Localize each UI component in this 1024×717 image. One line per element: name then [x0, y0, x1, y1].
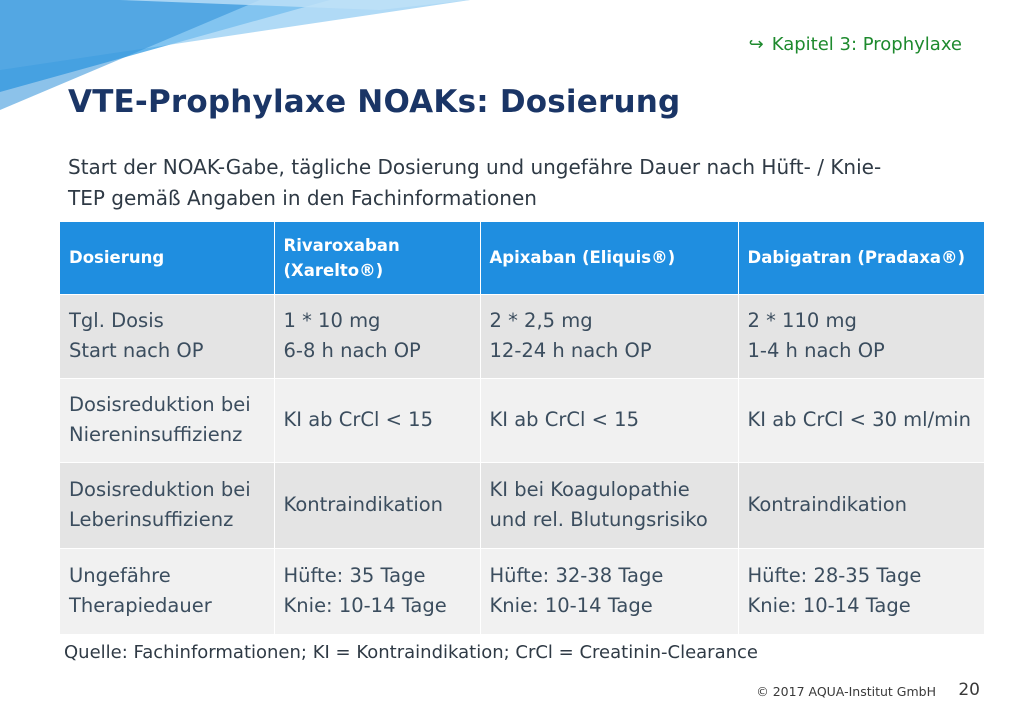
copyright: © 2017 AQUA-Institut GmbH	[756, 684, 936, 699]
cell-line: 1 * 10 mg	[283, 309, 381, 332]
cell-line: KI ab CrCl < 15	[283, 408, 433, 431]
header-line: Rivaroxaban	[283, 235, 400, 255]
table-cell	[274, 378, 480, 462]
table-cell	[60, 378, 274, 462]
cell-line: Dosisreduktion bei	[69, 393, 251, 416]
subtitle-line-1: Start der NOAK-Gabe, tägliche Dosierung und ungefähre Dauer nach Hüft- / Knie-	[68, 155, 882, 179]
header-line: Dosierung	[69, 248, 165, 268]
table-cell	[738, 548, 984, 634]
table-cell	[480, 462, 738, 548]
cell-line: 2 * 110 mg	[747, 309, 857, 332]
cell-line: KI ab CrCl < 15	[489, 408, 639, 431]
cell-line: KI ab CrCl < 30 ml/min	[747, 408, 971, 431]
cell-line: Dosisreduktion bei	[69, 478, 251, 501]
header-dabigatran	[738, 222, 984, 294]
table-row-hepatic	[60, 462, 984, 548]
cell-line: Ungefähre	[69, 564, 171, 588]
return-arrow-icon: ↪	[748, 34, 764, 55]
source-note: Quelle: Fachinformationen; KI = Kontraindikation; CrCl = Creatinin-Clearance	[64, 642, 758, 663]
cell-line: und rel. Blutungsrisiko	[489, 508, 708, 531]
cell-line: Hüfte: 35 Tage	[283, 564, 426, 588]
cell-line: Therapiedauer	[69, 594, 212, 618]
cell-line: Hüfte: 32-38 Tage	[489, 564, 664, 588]
page-number: 20	[958, 680, 980, 700]
header-line: Dabigatran (Pradaxa®)	[747, 248, 966, 268]
table-cell	[274, 462, 480, 548]
header-dosierung	[60, 222, 274, 294]
cell-line: Niereninsuffizienz	[69, 423, 243, 446]
slide-title: VTE-Prophylaxe NOAKs: Dosierung	[68, 84, 681, 120]
table-cell	[480, 378, 738, 462]
table-cell	[274, 548, 480, 634]
table-cell	[480, 294, 738, 378]
table-cell	[274, 294, 480, 378]
cell-line: Knie: 10-14 Tage	[489, 594, 653, 618]
cell-line: KI bei Koagulopathie	[489, 478, 690, 501]
table-cell	[60, 294, 274, 378]
slide-subtitle	[68, 152, 978, 214]
table-row-daily-dose	[60, 294, 984, 378]
cell-line: Knie: 10-14 Tage	[747, 594, 911, 618]
table-row-duration	[60, 548, 984, 634]
subtitle-line-2: TEP gemäß Angaben in den Fachinformationen	[68, 186, 537, 210]
cell-line: 12-24 h nach OP	[489, 339, 652, 362]
cell-line: Hüfte: 28-35 Tage	[747, 564, 922, 588]
table-cell	[480, 548, 738, 634]
table-cell	[60, 548, 274, 634]
header-apixaban	[480, 222, 738, 294]
cell-line: 2 * 2,5 mg	[489, 309, 593, 332]
table-header-row	[60, 222, 984, 294]
cell-line: Tgl. Dosis	[69, 309, 164, 332]
cell-line: Kontraindikation	[747, 493, 908, 516]
header-rivaroxaban	[274, 222, 480, 294]
dosage-table	[60, 222, 984, 634]
table-cell	[738, 294, 984, 378]
cell-line: Leberinsuffizienz	[69, 508, 234, 531]
cell-line: 1-4 h nach OP	[747, 339, 885, 362]
cell-line: Kontraindikation	[283, 493, 444, 516]
header-line: Apixaban (Eliquis®)	[489, 248, 676, 268]
cell-line: 6-8 h nach OP	[283, 339, 421, 362]
cell-line: Knie: 10-14 Tage	[283, 594, 447, 618]
chapter-label: Kapitel 3: Prophylaxe	[771, 34, 962, 55]
header-line: (Xarelto®)	[283, 260, 384, 280]
table-cell	[738, 378, 984, 462]
table-row-renal	[60, 378, 984, 462]
cell-line: Start nach OP	[69, 339, 204, 362]
table-cell	[738, 462, 984, 548]
table-cell	[60, 462, 274, 548]
chapter-link[interactable]	[749, 34, 962, 55]
